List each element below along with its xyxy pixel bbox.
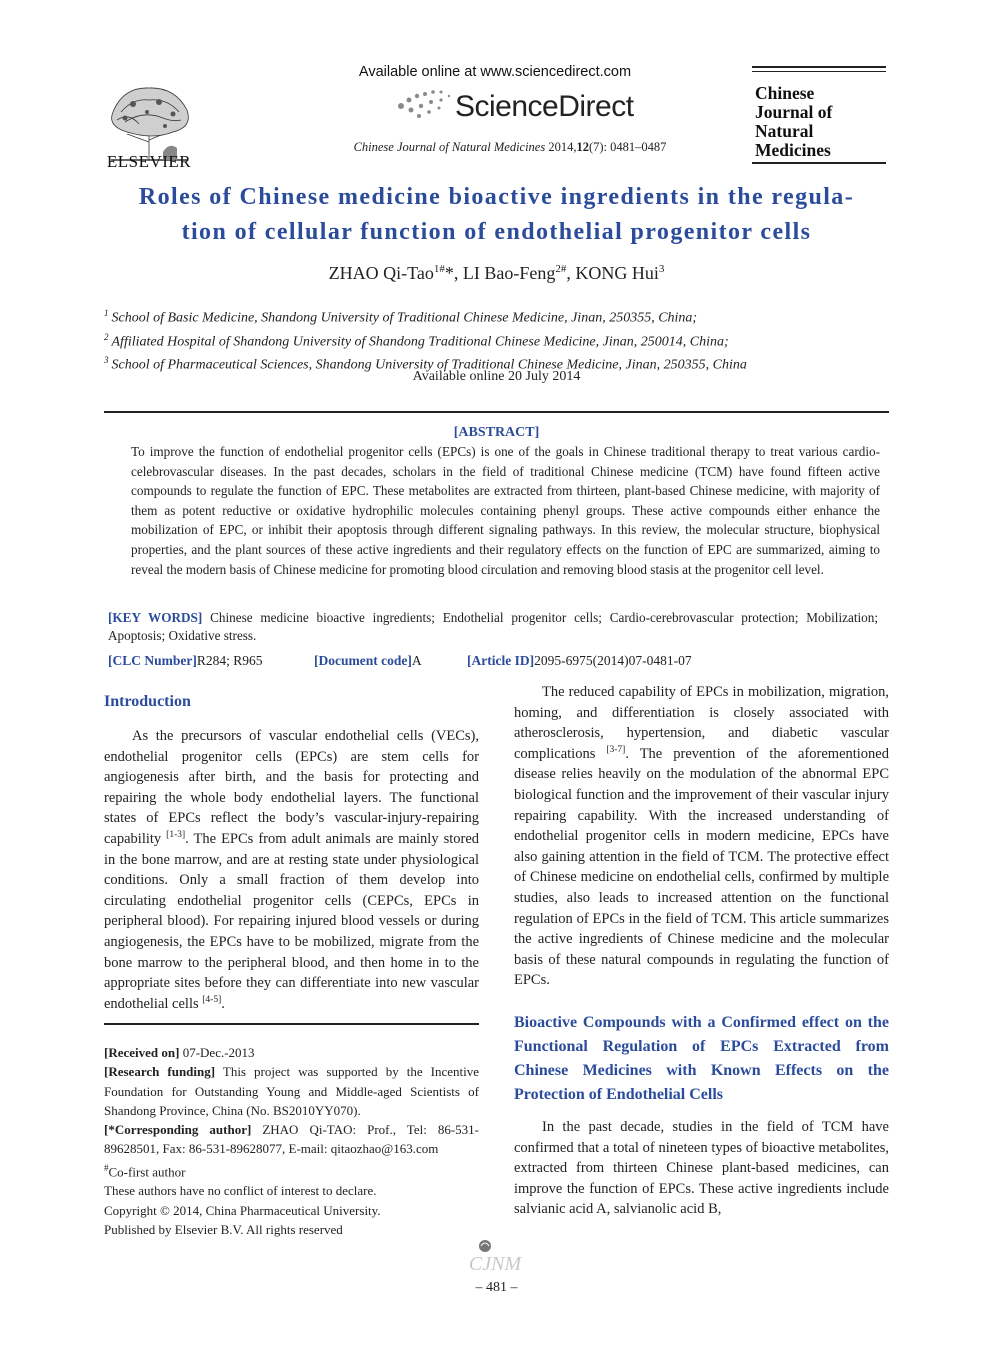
cjnm-logo-text: CJNM (468, 1253, 522, 1275)
citation-ref[interactable]: [3-7] (606, 744, 626, 755)
author-sup: 3 (658, 263, 665, 275)
available-online-date: Available online 20 July 2014 (412, 369, 581, 384)
available-online-url[interactable]: Available online at www.sciencedirect.com (358, 64, 632, 80)
citation-issue-pages: (7): 0481–0487 (588, 140, 667, 154)
doc-code-value: A (411, 653, 422, 668)
cofirst-sup: # (104, 1162, 109, 1173)
keywords-text: Chinese medicine bioactive ingredients; Endothelial progenitor cells; Cardio-cerebrovascular protection; Mobilization; Apoptosis; Oxidative stress. (108, 610, 879, 643)
article-id-label: [Article ID] (467, 653, 535, 668)
article-id-value: 2095-6975(2014)07-0481-07 (534, 653, 692, 668)
keywords-label: [KEY WORDS] (108, 610, 203, 625)
affiliation (104, 328, 894, 352)
funding-label: [Research funding] (104, 1064, 216, 1080)
corresponding-value: ZHAO Qi-TAO: Prof., Tel: 86-531-89628501, Fax: 86-531-89628077, E-mail: qitaozhao@163.com (104, 1122, 480, 1157)
publisher-name: ELSEVIER (106, 152, 192, 171)
journal-box-line: Journal of (755, 102, 833, 122)
author-name: LI Bao-Feng (462, 263, 556, 283)
intro-heading: Introduction (104, 693, 191, 710)
published-note: Published by Elsevier B.V. All rights reserved (104, 1222, 343, 1237)
affiliation-text: School of Pharmaceutical Sciences, Shandong University of Traditional Chinese Medicine, Jinan, 250355, China (111, 357, 747, 373)
author-list (100, 263, 893, 284)
intro-column-left (104, 726, 479, 1014)
corresponding-label: [*Corresponding author] (104, 1122, 252, 1138)
article-title (100, 180, 893, 250)
sciencedirect-dots-icon (393, 86, 463, 126)
clc-value: R284; R965 (196, 653, 263, 668)
abstract-heading: [ABSTRACT] (453, 425, 540, 440)
text-run: . The EPCs from adult animals are mainly stored in the bone marrow, and are at resting state under physiological conditions. Only a small fraction of them develop into circulating endothelial progenitor cells (CEPCs, EPCs in peripheral blood). For repairing injured blood vessels or during angiogenesis, the EPCs have to be mobilized, migrate from the bone marrow to the peripheral blood, and then home in to the appropriate sites before they can differentiate into new vascular endothelial cells (104, 830, 479, 1012)
doc-code-label: [Document code] (314, 653, 412, 668)
affiliation-num: 1 (104, 308, 109, 318)
affiliations (104, 304, 894, 375)
intro-paragraph (104, 726, 479, 1014)
article-title-line: tion of cellular function of endothelial progenitor cells (181, 219, 812, 245)
conflict-note: These authors have no conflict of interest to declare. (104, 1183, 377, 1199)
article-title-line: Roles of Chinese medicine bioactive ingredients in the regula- (138, 184, 855, 210)
journal-title-box (752, 66, 886, 166)
sciencedirect-wordmark: ScienceDirect (455, 90, 634, 123)
section-paragraph: In the past decade, studies in the field of TCM have confirmed that a total of nineteen types of bioactive metabolites, extracted from thirteen Chinese plant-based medicines, can improve the function of EPCs. These active ingredients include salvianic acid A, salvianolic acid B, (514, 1119, 889, 1218)
citation-journal: Chinese Journal of Natural Medicines (353, 140, 546, 154)
text-run: The reduced capability of EPCs in mobilization, migration, homing, and differentiation is closely associated with atherosclerosis, hypertension, and diabetic vascular complications (514, 684, 889, 762)
affiliation-num: 3 (104, 355, 109, 366)
affiliation-text: School of Basic Medicine, Shandong University of Traditional Chinese Medicine, Jinan, 250355, China; (111, 310, 698, 326)
intro-column-right (514, 682, 889, 991)
author-sup: 2# (555, 263, 567, 275)
author-name: ZHAO Qi-Tao (328, 263, 434, 283)
intro-paragraph (514, 682, 889, 991)
cjnm-footer-logo (455, 1238, 535, 1282)
text-run: . The prevention of the aforementioned disease relies heavily on the modulation of the abnormal EPC biological function and the improvement of their vascular injury repairing capability. With the increased understanding of endothelial progenitor cells in modern medicine, EPCs have also gaining attention in the field of TCM. The protective effect of Chinese medicine on endothelial cells, confirmed by multiple studies, also leads to increased attention on the functional regulation of EPCs in the field of TCM. This article summarizes the active ingredients of Chinese medicine and the molecular basis of these natural compounds in regulating the function of EPCs. (514, 745, 889, 989)
received-label: [Received on] (104, 1045, 180, 1060)
section-heading: Bioactive Compounds with a Confirmed effect on the Functional Regulation of EPCs Extracted from Chinese Medicines with Known Effects on the Protection of Endothelial Cells (514, 1014, 889, 1103)
text-run: . (221, 995, 225, 1012)
divider (104, 411, 889, 413)
journal-citation (300, 140, 720, 155)
citation-volume: 12 (576, 140, 589, 154)
page-number: – 481 – (475, 1280, 518, 1295)
classification-row (108, 653, 878, 673)
affiliation-num: 2 (104, 331, 109, 342)
affiliation (104, 304, 894, 328)
journal-box-line: Natural (755, 121, 814, 141)
journal-box-line: Medicines (755, 140, 831, 160)
section2-body (514, 1117, 889, 1220)
author-name: KONG Hui (575, 263, 659, 283)
journal-box-line: Chinese (755, 83, 815, 103)
clc-label: [CLC Number] (108, 653, 197, 668)
author-sup: 1# (433, 263, 445, 275)
footnote-divider (104, 1023, 479, 1025)
footnotes (104, 1043, 479, 1239)
received-value: 07-Dec.-2013 (182, 1045, 255, 1060)
copyright-note: Copyright © 2014, China Pharmaceutical University. (104, 1202, 381, 1218)
affiliation-text: Affiliated Hospital of Shandong University of Shandong Traditional Chinese Medicine, Jinan, 250014, China; (111, 334, 729, 350)
cofirst-note: Co-first author (108, 1164, 186, 1180)
author-separator: *, (444, 263, 463, 283)
author-separator: , (566, 263, 576, 283)
abstract-text: To improve the function of endothelial progenitor cells (EPCs) is one of the goals in Chinese traditional therapy to treat various cardio-celebrovascular diseases. In the past decades, scholars in the field of traditional Chinese medicine (TCM) have found fifteen active compounds to regulate the function of EPC. These metabolites are extracted from thirteen, plant-based Chinese medicine, with majority of them as potent reductive or oxidative hydrophilic molecules containing phenyl groups. These active compounds either enhance the mobilization of EPC, or inhibit their apoptosis through different signaling pathways. In this review, the molecular structure, biophysical properties, and the plant sources of these active ingredients and their regulatory effects on the function of EPC are summarized, aiming to reveal the modern basis of Chinese medicine for promoting blood circulation and removing blood stasis at the progenitor cell level. (131, 444, 880, 577)
keywords (108, 609, 878, 645)
citation-ref[interactable]: [1-3] (166, 830, 186, 841)
funding-value: This project was supported by the Incentive Foundation for Outstanding Young and Middle-aged Scientists of Shandong Province, China (No. BS2010YY070). (104, 1064, 479, 1118)
citation-year: 2014, (548, 140, 577, 154)
citation-ref[interactable]: [4-5] (202, 994, 222, 1005)
text-run: As the precursors of vascular endothelial cells (VECs), endothelial progenitor cells (EPCs) are stem cells for angiogenesis after birth, and the basis for protecting and repairing the whole body endothelial layers. The functional states of EPCs reflect the body’s vascular-injury-repairing capability (104, 728, 479, 847)
